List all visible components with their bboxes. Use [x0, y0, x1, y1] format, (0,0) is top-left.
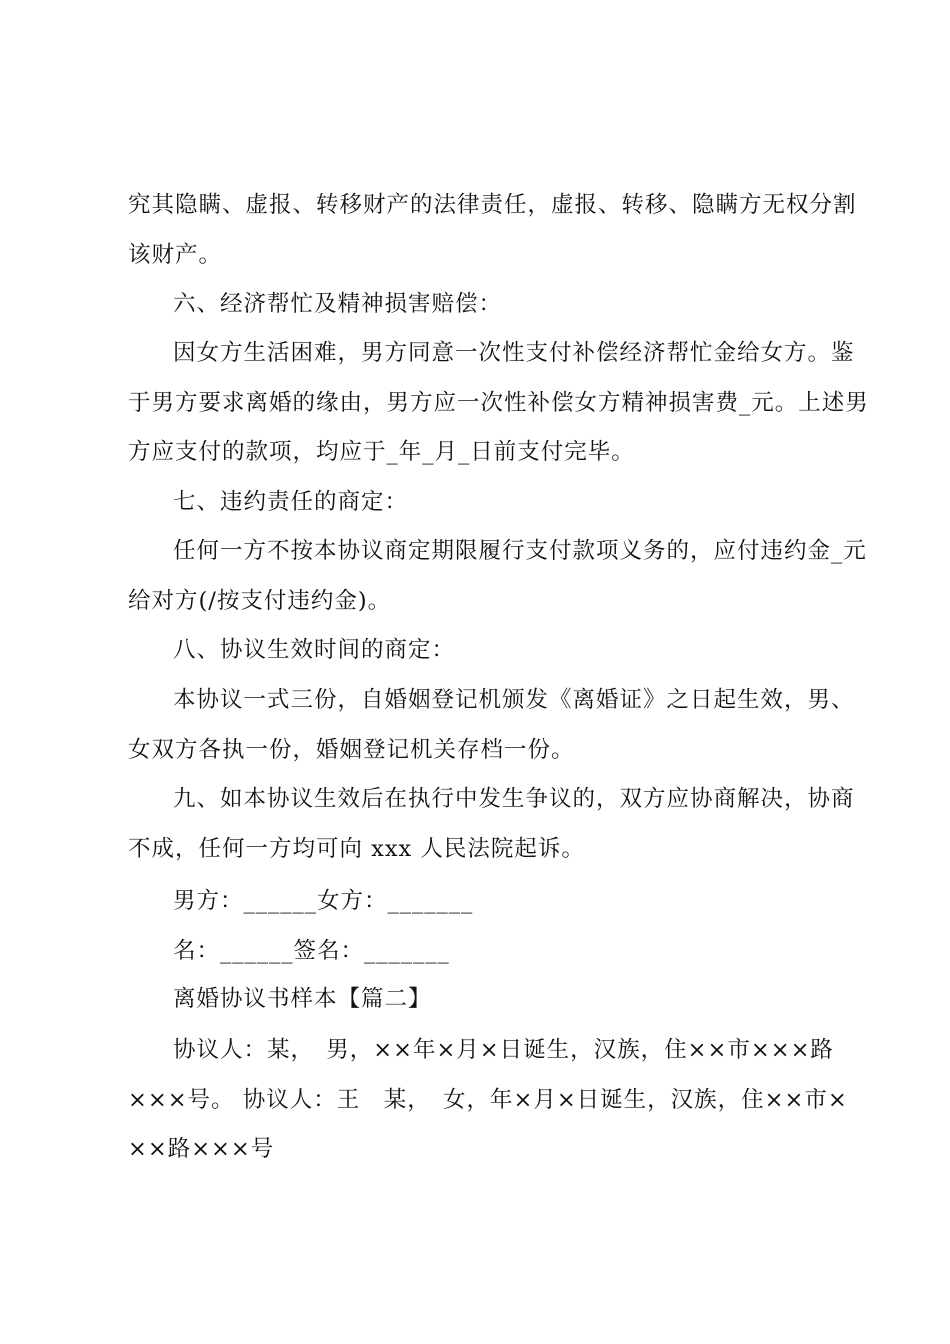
section-title [128, 975, 832, 1025]
text-line: 七、违约责任的商定： [173, 489, 409, 515]
text-line: ×××号。 协议人：王 某， 女，年×月×日诞生，汉族，住××市× [128, 1086, 848, 1113]
text-line: 该财产。 [128, 241, 223, 268]
text-line: 离婚协议书样本【篇二】 [173, 986, 432, 1012]
paragraph-effective-time [128, 676, 855, 775]
text-line: 本协议一式三份，自婚姻登记机颁发《离婚证》之日起生效，男、 [173, 687, 855, 713]
text-line: 女双方各执一份，婚姻登记机关存档一份。 [128, 736, 575, 763]
heading-section-8 [128, 626, 832, 676]
text-line: 任何一方不按本协议商定期限履行支付款项义务的，应付违约金_元 [173, 538, 867, 564]
text-line: 不成，任何一方均可向 xxx 人民法院起诉。 [128, 835, 585, 862]
paragraph-breach-liability [128, 527, 867, 626]
text-line: 八、协议生效时间的商定： [173, 637, 456, 663]
text-line: 六、经济帮忙及精神损害赔偿： [173, 291, 503, 317]
heading-section-6 [128, 280, 832, 330]
paragraph-property-concealment [128, 181, 857, 280]
signature-block [128, 877, 832, 976]
text-line: 于男方要求离婚的缘由，男方应一次性补偿女方精神损害费_元。上述男 [128, 389, 869, 416]
paragraph-dispute-resolution [128, 775, 855, 874]
text-line: 方应支付的款项，均应于_年_月_日前支付完毕。 [128, 439, 635, 465]
heading-section-7 [128, 478, 832, 528]
text-line: ××路×××号 [128, 1136, 275, 1162]
text-line: 因女方生活困难，男方同意一次性支付补偿经济帮忙金给女方。鉴 [173, 340, 855, 366]
paragraph-compensation [128, 329, 869, 478]
signature-line-parties: 男方：______女方：_______ [173, 888, 474, 914]
paragraph-parties-info [128, 1026, 848, 1175]
text-line: 协议人：某， 男，××年×月×日诞生，汉族，住××市×××路 [173, 1037, 834, 1063]
text-line: 给对方(/按支付违约金)。 [128, 587, 392, 614]
text-line: 九、如本协议生效后在执行中发生争议的，双方应协商解决，协商 [173, 786, 855, 812]
signature-line-names: 名：______签名：_______ [173, 937, 450, 964]
text-line: 究其隐瞒、虚报、转移财产的法律责任，虚报、转移、隐瞒方无权分割 [128, 192, 857, 218]
